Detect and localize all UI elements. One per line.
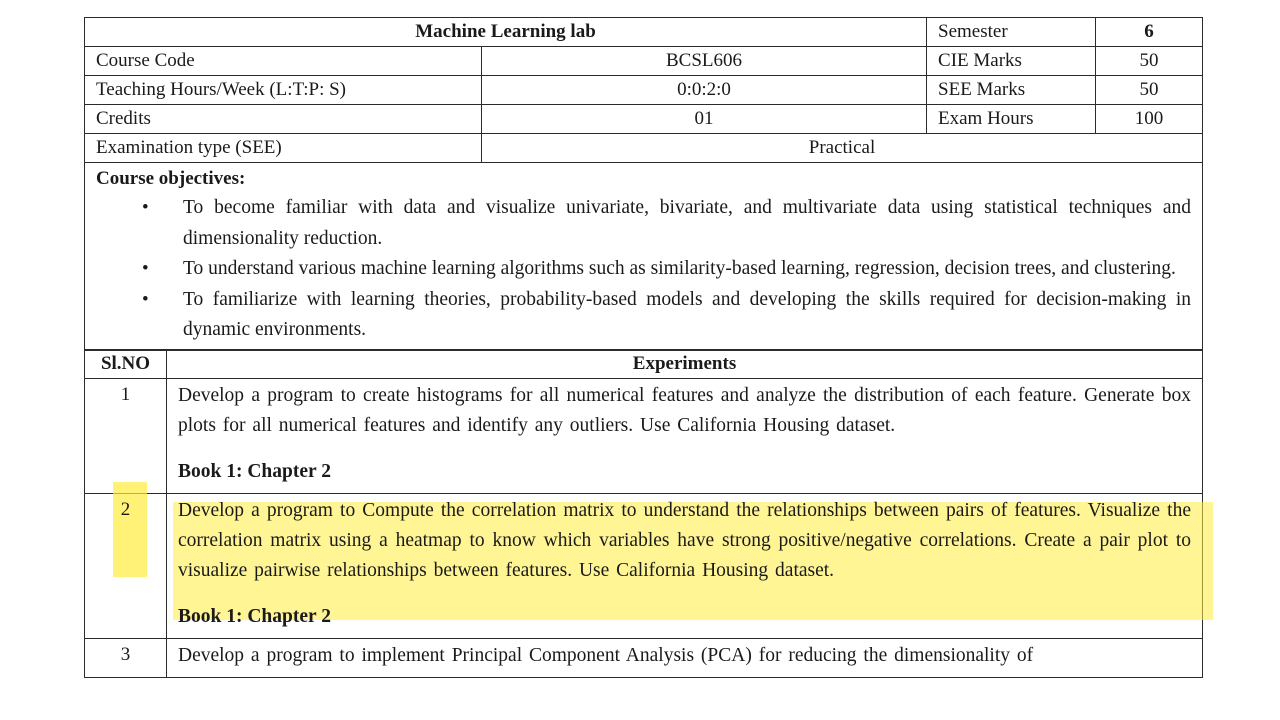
bullet-icon: • xyxy=(142,197,149,218)
objective-item xyxy=(96,254,1191,285)
experiment-description: Develop a program to implement Principal Component Analysis (PCA) for reducing the dimensionality of xyxy=(178,645,1034,666)
experiment-cell xyxy=(167,639,1203,678)
experiment-row xyxy=(85,379,1203,494)
objectives-list xyxy=(96,193,1191,346)
objective-text: To understand various machine learning algorithms such as similarity-based learning, regression, decision trees, and clustering. xyxy=(183,258,1176,279)
bullet-icon: • xyxy=(142,288,149,310)
teaching-hours-value: 0:0:2:0 xyxy=(482,76,927,105)
experiment-cell xyxy=(167,494,1203,639)
teaching-hours-label: Teaching Hours/Week (L:T:P: S) xyxy=(85,76,482,105)
cie-marks-label: CIE Marks xyxy=(927,47,1096,76)
slno-header: Sl.NO xyxy=(85,350,167,379)
experiment-cell xyxy=(167,379,1203,494)
exam-hours-value: 100 xyxy=(1096,105,1203,134)
syllabus-page xyxy=(84,17,1202,678)
course-code-label: Course Code xyxy=(85,47,482,76)
course-objectives xyxy=(85,163,1203,351)
credits-row xyxy=(85,105,1203,134)
semester-label: Semester xyxy=(927,18,1096,47)
see-marks-label: SEE Marks xyxy=(927,76,1096,105)
experiment-reference: Book 1: Chapter 2 xyxy=(178,461,331,482)
objective-text: To familiarize with learning theories, probability-based models and developing the skills required for decision-making in dynamic environments. xyxy=(183,288,1192,340)
experiment-description: Develop a program to Compute the correlation matrix to understand the relationships between pairs of features. Visualize the correlation matrix using a heatmap to know which variables have strong positive/negative correlations. Create a pair plot to visualize pairwise relationships between features. Use California Housing dataset. xyxy=(178,500,1191,581)
course-title: Machine Learning lab xyxy=(85,18,927,47)
exam-type-label: Examination type (SEE) xyxy=(85,134,482,163)
objective-item xyxy=(96,193,1191,254)
objectives-title: Course objectives: xyxy=(96,168,246,189)
course-code-value: BCSL606 xyxy=(482,47,927,76)
semester-value: 6 xyxy=(1096,18,1203,47)
see-marks-value: 50 xyxy=(1096,76,1203,105)
exam-type-value: Practical xyxy=(482,134,1203,163)
exam-hours-label: Exam Hours xyxy=(927,105,1096,134)
experiment-number: 2 xyxy=(85,494,167,639)
experiment-row-highlighted xyxy=(85,494,1203,639)
experiments-header-row xyxy=(85,350,1203,379)
objective-item xyxy=(96,285,1191,346)
objectives-row xyxy=(85,163,1203,351)
experiment-reference: Book 1: Chapter 2 xyxy=(178,606,331,627)
experiment-description: Develop a program to create histograms for all numerical features and analyze the distribution of each feature. Generate box plots for all numerical features and identify any outliers. Use California Housing dataset. xyxy=(178,385,1191,436)
experiments-header: Experiments xyxy=(167,350,1203,379)
highlight-mark xyxy=(113,482,147,577)
objective-text: To become familiar with data and visualize univariate, bivariate, and multivariate data using statistical techniques and dimensionality reduction. xyxy=(183,197,1192,249)
experiment-number: 1 xyxy=(85,379,167,494)
credits-label: Credits xyxy=(85,105,482,134)
credits-value: 01 xyxy=(482,105,927,134)
cie-marks-value: 50 xyxy=(1096,47,1203,76)
bullet-icon: • xyxy=(142,258,149,279)
course-code-row xyxy=(85,47,1203,76)
exam-type-row xyxy=(85,134,1203,163)
experiments-table xyxy=(84,349,1203,678)
teaching-hours-row xyxy=(85,76,1203,105)
experiment-row xyxy=(85,639,1203,678)
experiment-number: 3 xyxy=(85,639,167,678)
course-info-table xyxy=(84,17,1203,351)
course-title-row xyxy=(85,18,1203,47)
